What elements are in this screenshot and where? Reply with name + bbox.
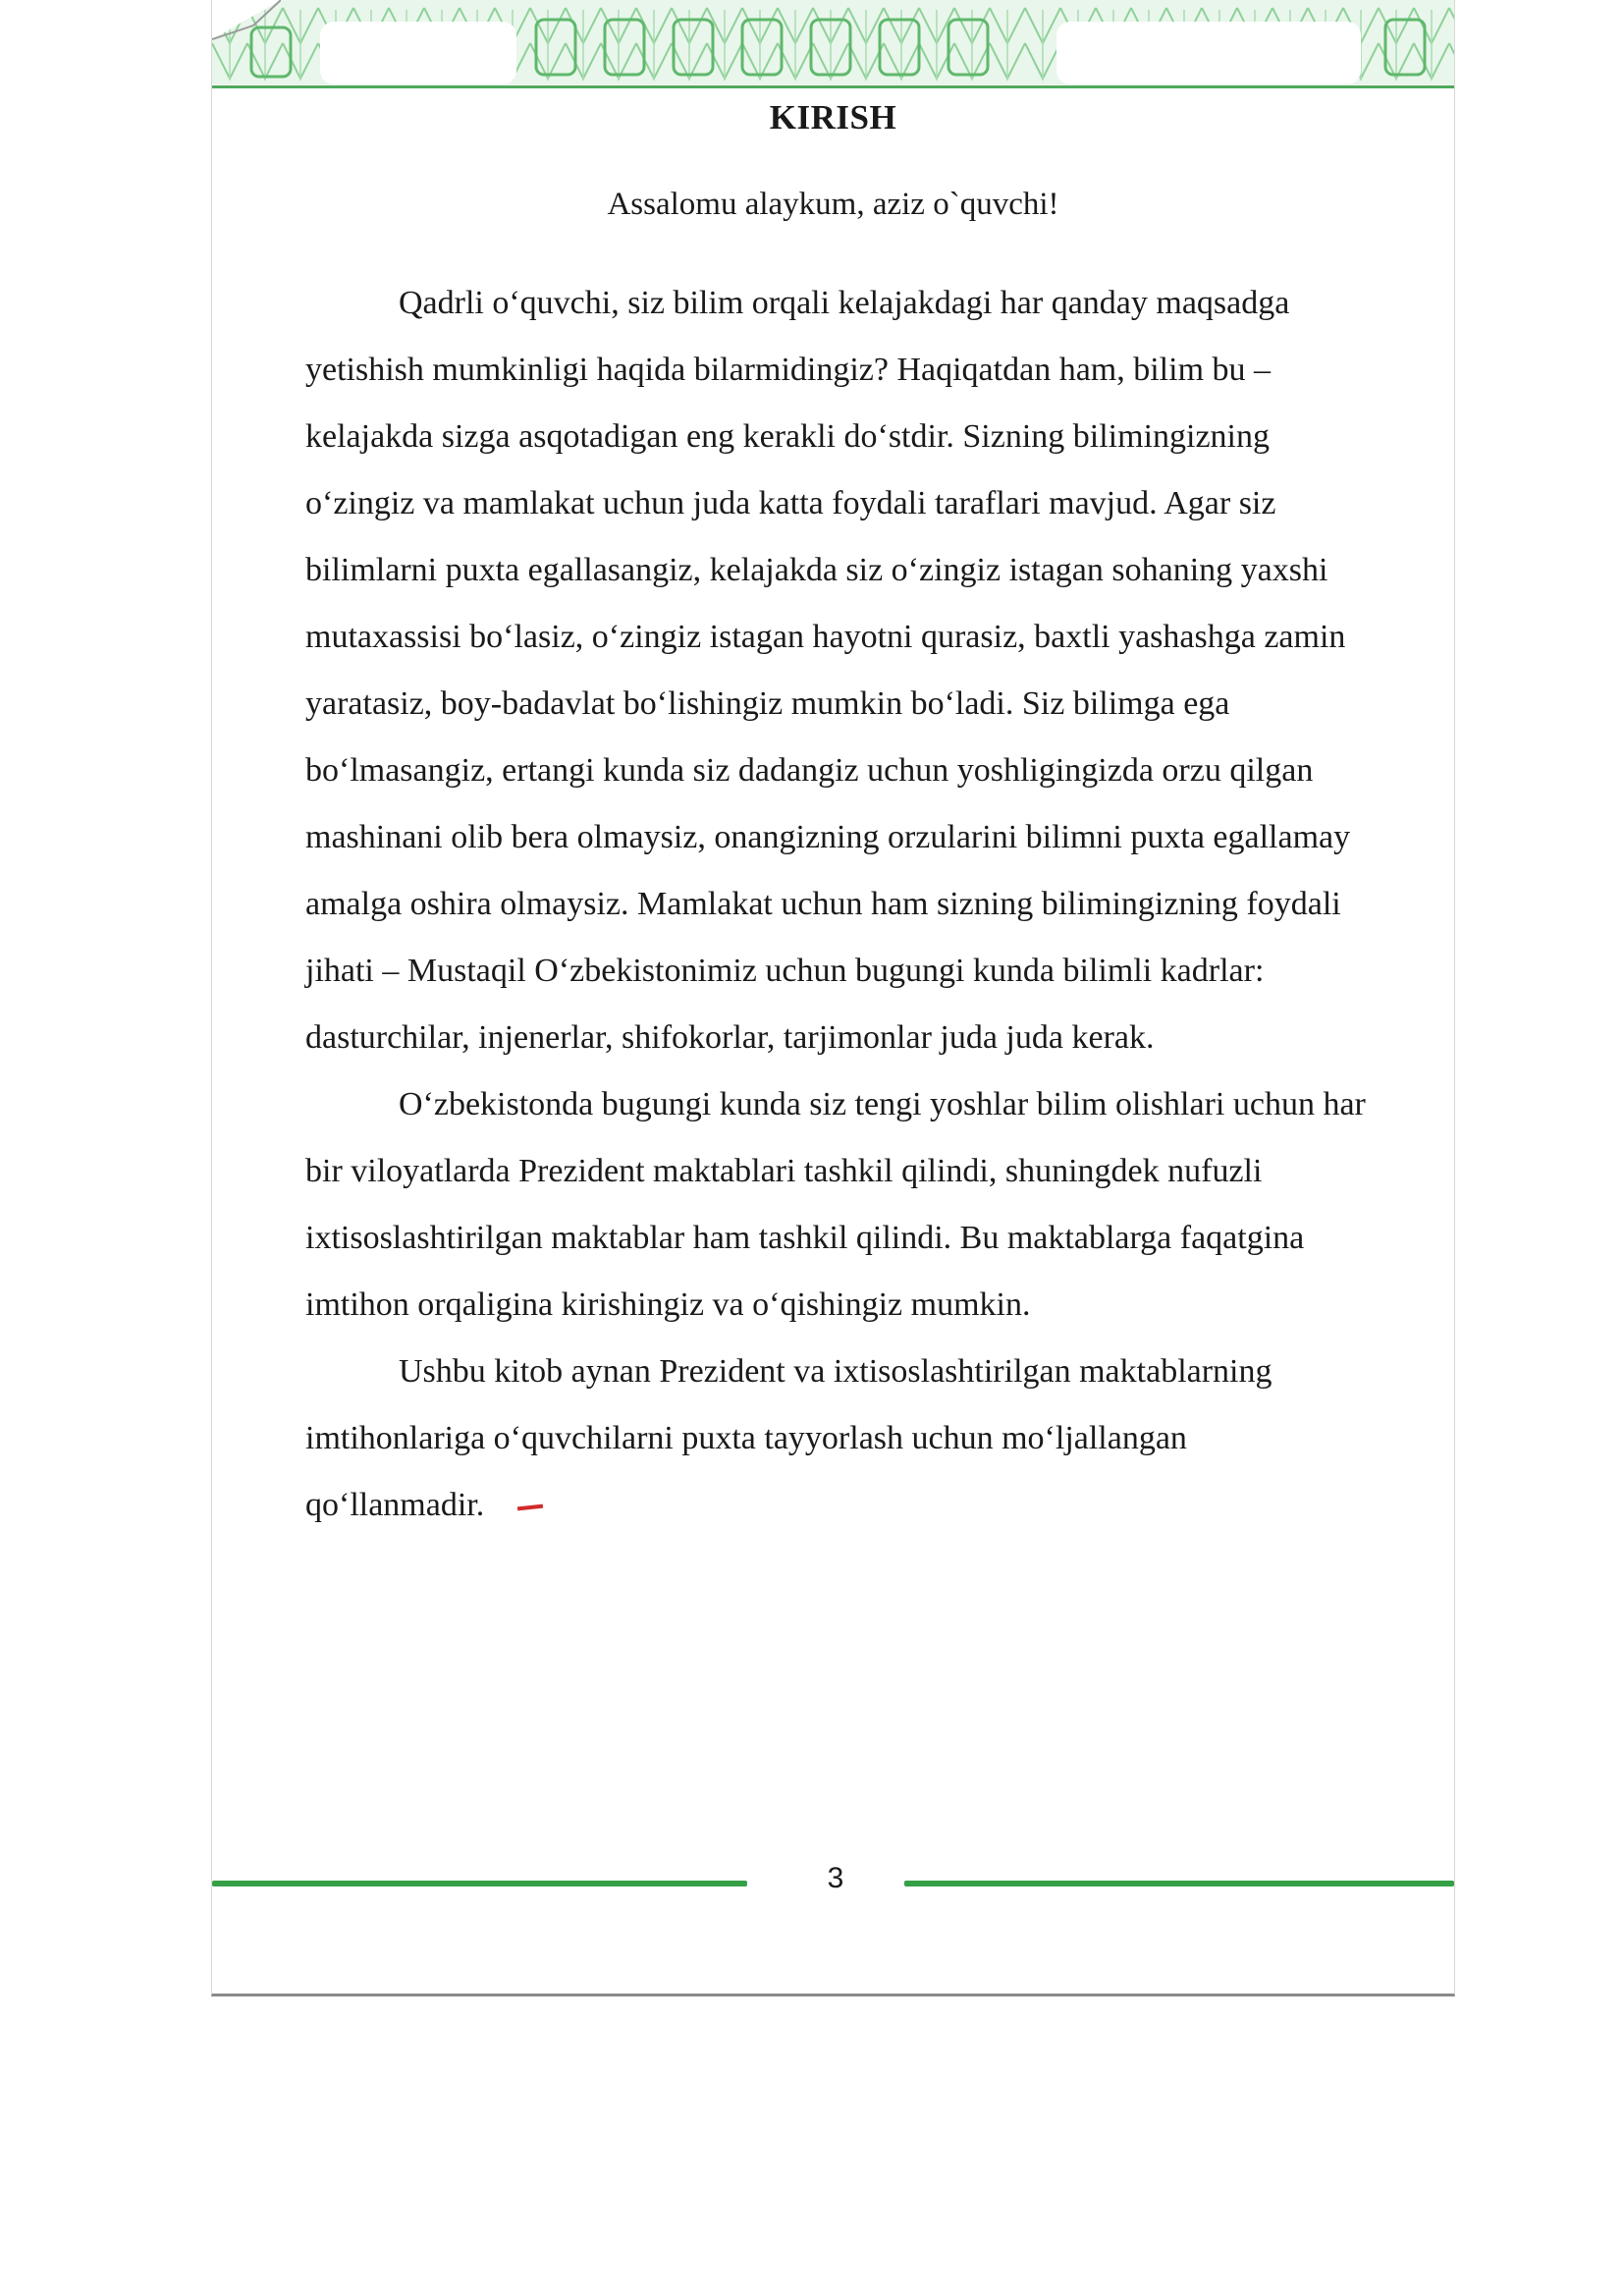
header-rule xyxy=(212,85,1454,88)
decorative-header-banner xyxy=(212,0,1454,86)
body-text xyxy=(305,270,1366,1539)
folded-corner xyxy=(212,0,281,59)
book-page xyxy=(211,0,1455,1996)
footer-rule-right xyxy=(904,1881,1454,1886)
paragraph-3-text: Ushbu kitob aynan Prezident va ixtisoslashtirilgan maktablarning imtihonlariga o‘quvchilarni puxta tayyorlash uchun mo‘ljallangan qo‘llanmadir. xyxy=(305,1353,1272,1523)
paragraph-2: O‘zbekistonda bugungi kunda siz tengi yoshlar bilim olishlari uchun har bir viloyatlarda Prezident maktablari tashkil qilindi, shuningdek nufuzli ixtisoslashtirilgan maktablar ham tashkil qilindi. Bu maktablarga faqatgina imtihon orqaligina kirishingiz va o‘qishingiz mumkin. xyxy=(305,1086,1366,1323)
red-pen-mark xyxy=(517,1504,543,1511)
page-title: KIRISH xyxy=(769,98,897,137)
paragraph-3 xyxy=(305,1339,1366,1539)
greeting: Assalomu alaykum, aziz o`quvchi! xyxy=(607,187,1059,222)
page-number: 3 xyxy=(827,1862,844,1894)
footer-rule-left xyxy=(212,1881,747,1886)
paragraph-1: Qadrli o‘quvchi, siz bilim orqali kelajakdagi har qanday maqsadga yetishish mumkinligi haqida bilarmidingiz? Haqiqatdan ham, bilim bu – kelajakda sizga asqotadigan eng kerakli do‘stdir. Sizning bilimingizning o‘zingiz va mamlakat uchun juda katta foydali taraflari mavjud. Agar siz bilimlarni puxta egallasangiz, kelajakda siz o‘zingiz istagan sohaning yaxshi mutaxassisi bo‘lasiz, o‘zingiz istagan hayotni qurasiz, baxtli yashashga zamin yaratasiz, boy-badavlat bo‘lishingiz mumkin bo‘ladi. Siz bilimga ega bo‘lmasangiz, ertangi kunda siz dadangiz uchun yoshligingizda orzu qilgan mashinani olib bera olmaysiz, onangizning orzularini bilimni puxta egallamay amalga oshira olmaysiz. Mamlakat uchun ham sizning bilimingizning foydali jihati – Mustaqil O‘zbekistonimiz uchun bugungi kunda bilimli kadrlar: dasturchilar, injenerlar, shifokorlar, tarjimonlar juda juda kerak. xyxy=(305,285,1351,1056)
